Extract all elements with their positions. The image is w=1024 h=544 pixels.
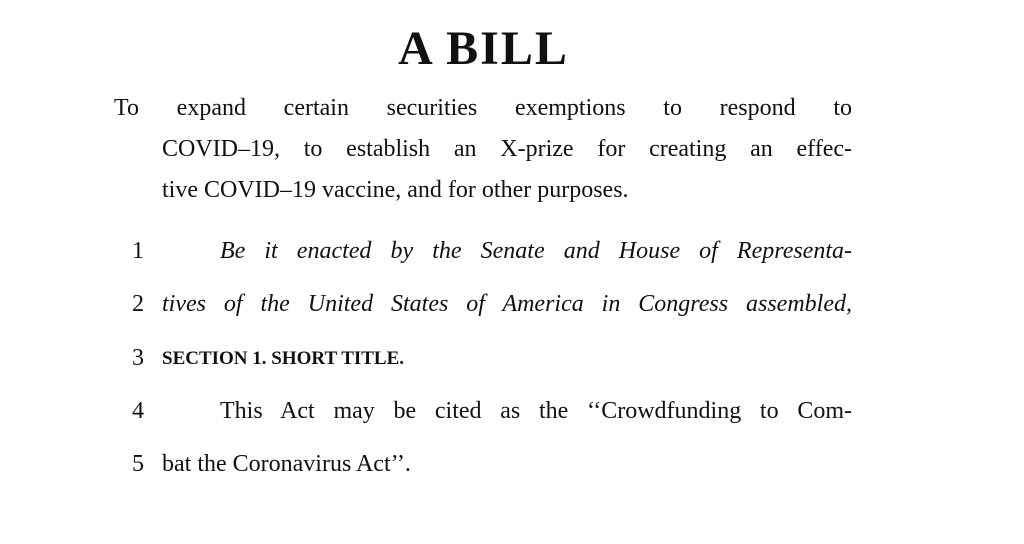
enacting-clause-line: Be it enacted by the Senate and House of Representa- <box>220 238 852 264</box>
bill-title: A BILL <box>398 22 569 75</box>
purpose-line: COVID–19, to establish an X-prize for creating an effec- <box>162 136 852 162</box>
purpose-line: tive COVID–19 vaccine, and for other purposes. <box>162 177 629 203</box>
enacting-clause-line: tives of the United States of America in Congress assembled, <box>162 291 852 317</box>
line-number: 5 <box>132 451 144 477</box>
line-number: 4 <box>132 398 144 424</box>
purpose-line: To expand certain securities exemptions to respond to <box>114 95 852 121</box>
line-number: 2 <box>132 291 144 317</box>
line-number: 3 <box>132 345 144 371</box>
line-number: 1 <box>132 238 144 264</box>
bill-purpose <box>114 88 852 211</box>
short-title-line: This Act may be cited as the ‘‘Crowdfunding to Com- <box>220 398 852 424</box>
short-title-line: bat the Coronavirus Act’’. <box>162 451 411 477</box>
section-heading: SECTION 1. SHORT TITLE. <box>162 348 405 369</box>
